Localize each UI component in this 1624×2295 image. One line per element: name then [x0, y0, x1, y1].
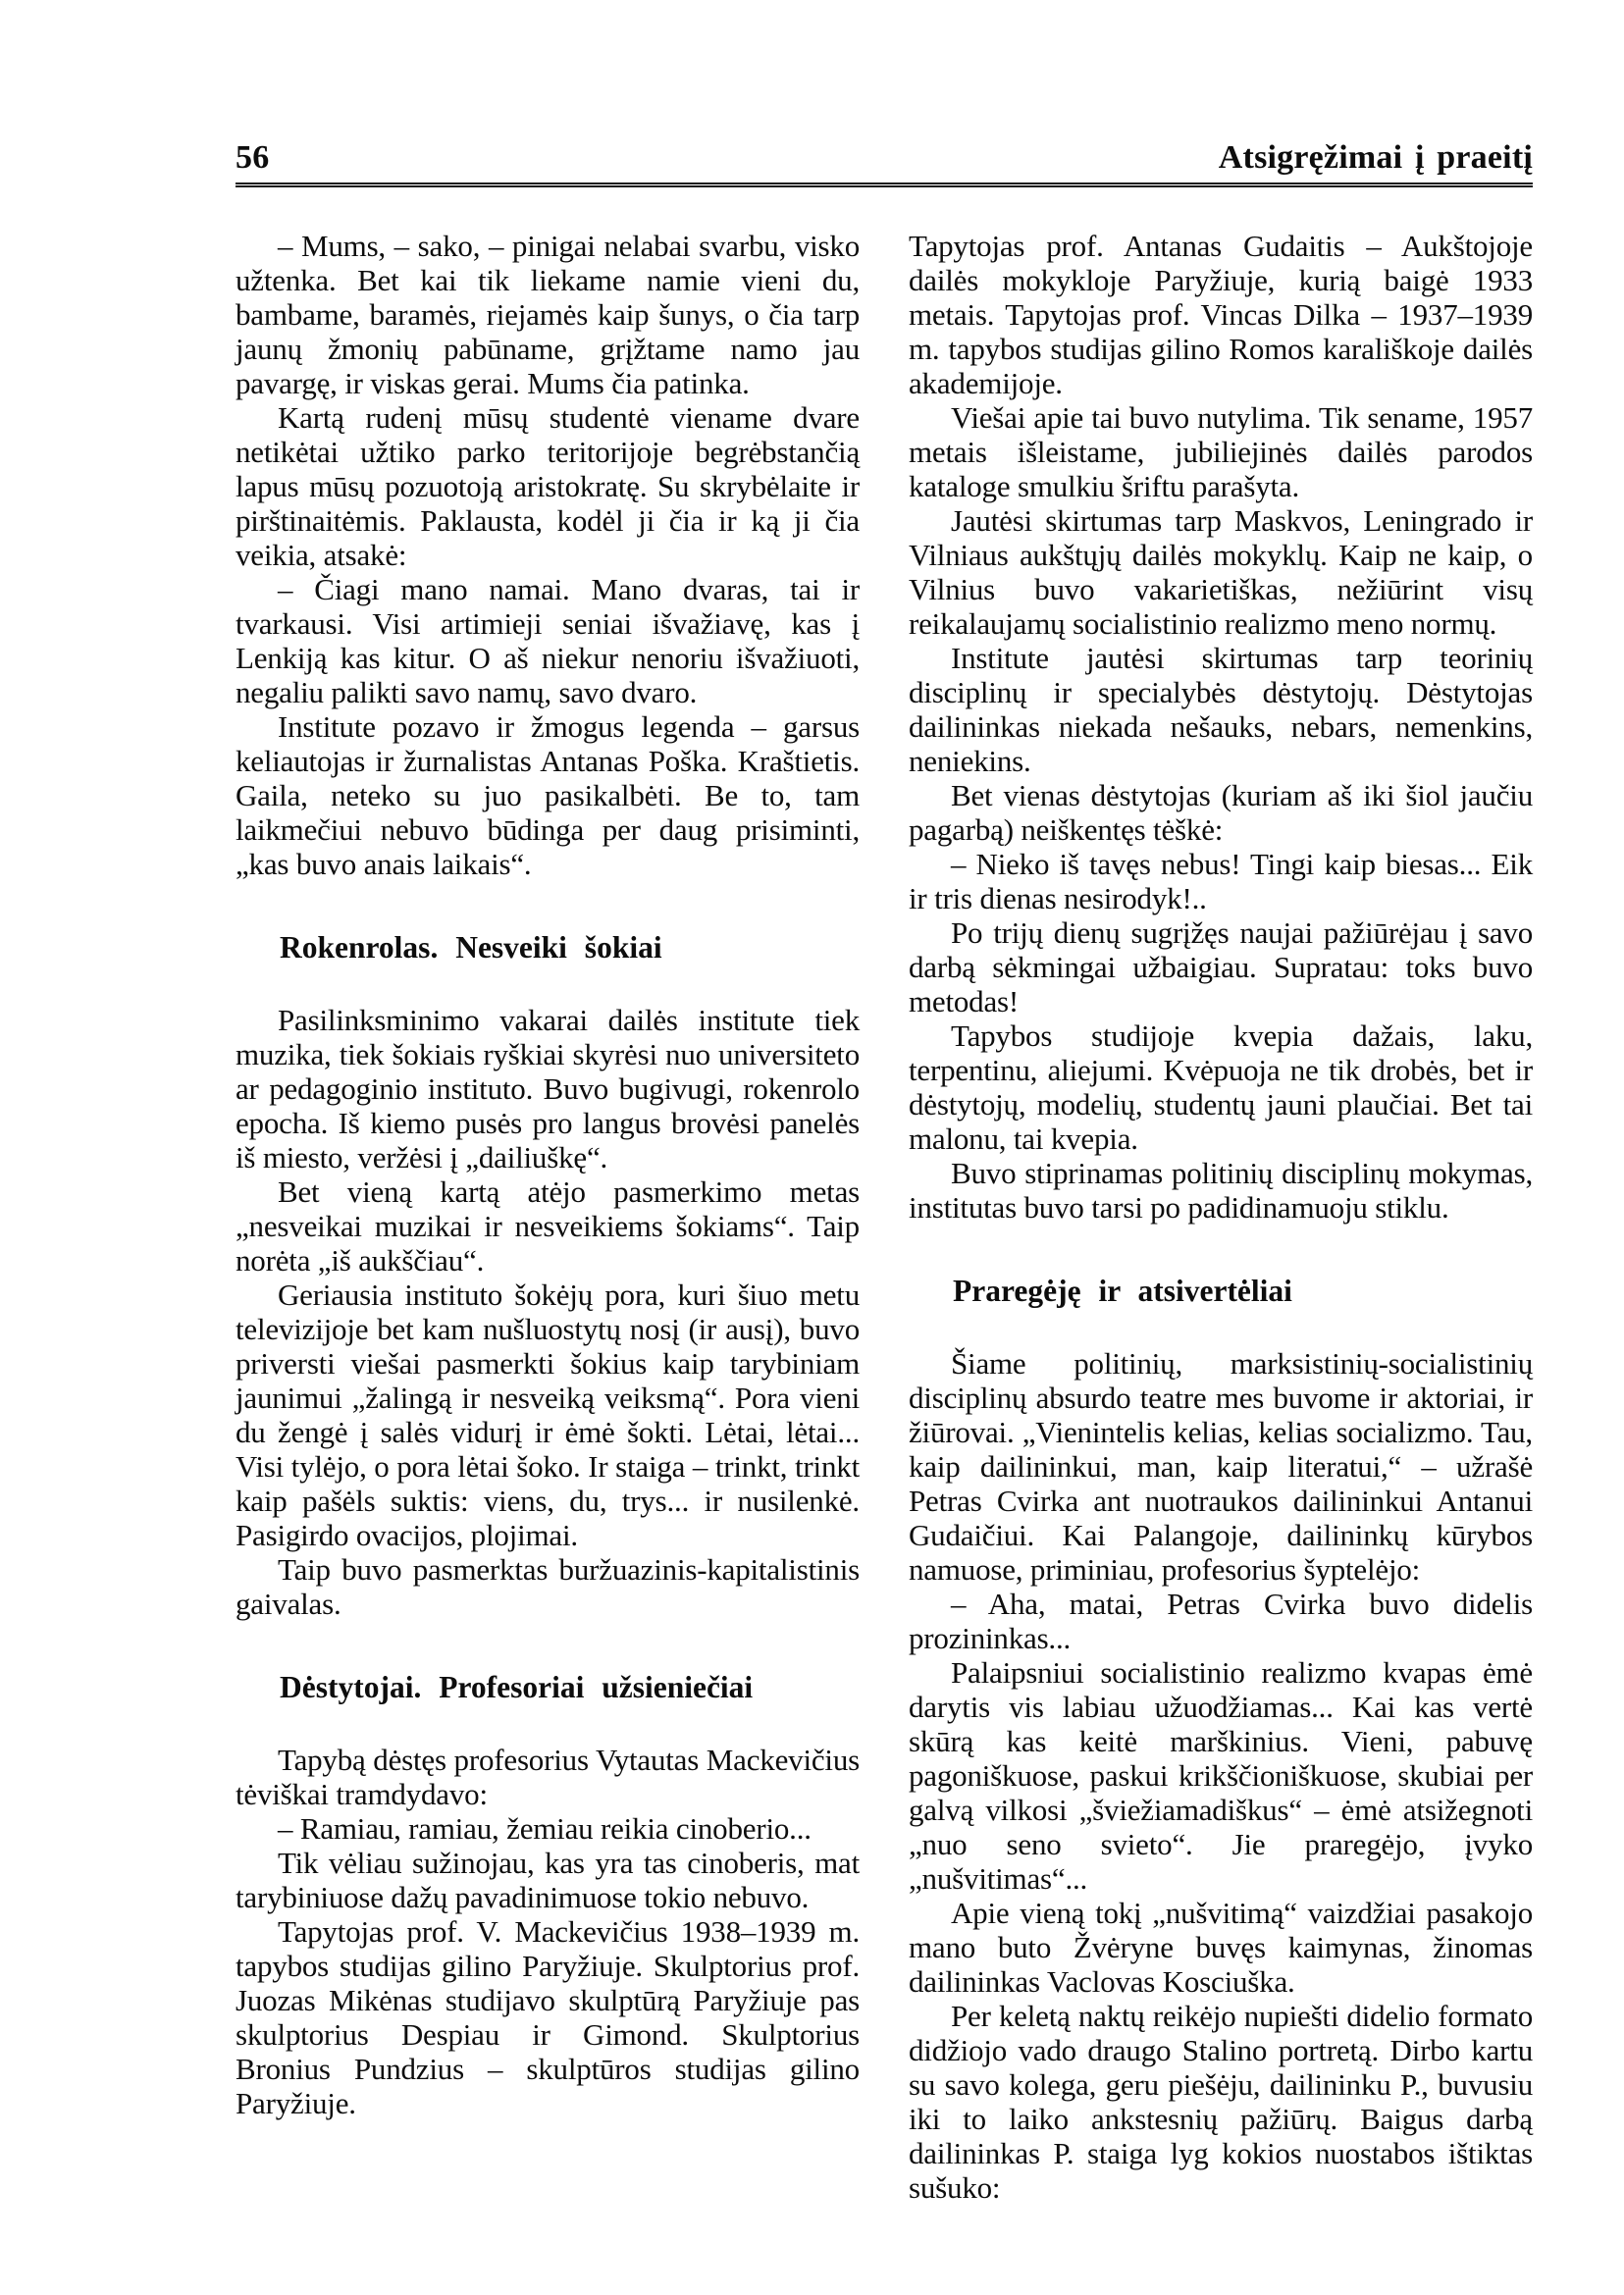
paragraph: Kartą rudenį mūsų studentė viename dvare netikėtai užtiko parko teritorijoje begrėbstančią lapus mūsų pozuotoją aristokratę. Su skrybėlaite ir pirštinaitėmis. Paklausta, kodėl ji čia ir ką ji čia veikia, atsakė: [236, 400, 860, 572]
paragraph: Geriausia instituto šokėjų pora, kuri šiuo metu televizijoje bet kam nušluostytų nosį (ir ausį), buvo priversti viešai pasmerkti šokius kaip tarybiniam jaunimui „žalingą ir nesveiką veiksmą“. Pora vieni du žengė į salės vidurį ir ėmė šokti. Lėtai, lėtai... Visi tylėjo, o pora lėtai šoko. Ir staiga – trinkt, trinkt kaip pašėls suktis: viens, du, trys... ir nusilenkė. Pasigirdo ovacijos, plojimai. [236, 1278, 860, 1552]
paragraph: – Mums, – sako, – pinigai nelabai svarbu, visko užtenka. Bet kai tik liekame namie vieni du, bambame, baramės, riejamės kaip šunys, o čia tarp jaunų žmonių pabūname, grįžtame namo jau pavargę, ir viskas gerai. Mums čia patinka. [236, 229, 860, 400]
paragraph: Viešai apie tai buvo nutylima. Tik sename, 1957 metais išleistame, jubiliejinės dailės parodos kataloge smulkiu šriftu parašyta. [909, 400, 1533, 503]
paragraph: Bet vieną kartą atėjo pasmerkimo metas „nesveikai muzikai ir nesveikiems šokiams“. Taip norėta „iš aukščiau“. [236, 1174, 860, 1278]
page-header [236, 139, 1533, 177]
paragraph: Institute jautėsi skirtumas tarp teorinių disciplinų ir specialybės dėstytojų. Dėstytojas dailininkas niekada nešauks, nebars, nemenkins, neniekins. [909, 641, 1533, 778]
section-heading-destytojai: Dėstytojai. Profesoriai užsieniečiai [280, 1670, 754, 1704]
paragraph: – Aha, matai, Petras Cvirka buvo didelis prozininkas... [909, 1587, 1533, 1655]
paragraph: Tapybą dėstęs profesorius Vytautas Mackevičius tėviškai tramdydavo: [236, 1743, 860, 1811]
paragraph: Jautėsi skirtumas tarp Maskvos, Leningrado ir Vilniaus aukštųjų dailės mokyklų. Kaip ne kaip, o Vilnius buvo vakarietiškas, nežiūrint visų reikalaujamų socialistinio realizmo meno normų. [909, 503, 1533, 641]
paragraph: Po trijų dienų sugrįžęs naujai pažiūrėjau į savo darbą sėkmingai užbaigiau. Supratau: toks buvo metodas! [909, 915, 1533, 1018]
paragraph: Taip buvo pasmerktas buržuazinis-kapitalistinis gaivalas. [236, 1552, 860, 1621]
paragraph: Institute pozavo ir žmogus legenda – garsus keliautojas ir žurnalistas Antanas Poška. Kraštietis. Gaila, neteko su juo pasikalbėti. Be to, tam laikmečiui nebuvo būdinga per daug prisiminti, „kas buvo anais laikais“. [236, 709, 860, 881]
paragraph: Apie vieną tokį „nušvitimą“ vaizdžiai pasakojo mano buto Žvėryne buvęs kaimynas, žinomas dailininkas Vaclovas Kosciuška. [909, 1896, 1533, 1999]
left-column [236, 229, 860, 2120]
paragraph: Šiame politinių, marksistinių-socialistinių disciplinų absurdo teatre mes buvome ir aktoriai, ir žiūrovai. „Vienintelis kelias, kelias socializmo. Tau, kaip dailininkui, man, kaip literatui,“ – užrašė Petras Cvirka ant nuotraukos dailininkui Antanui Gudaičiui. Kai Palangoje, dailininkų kūrybos namuose, priminiau, profesorius šyptelėjo: [909, 1346, 1533, 1587]
right-column [909, 229, 1533, 2205]
paragraph: Pasilinksminimo vakarai dailės institute tiek muzika, tiek šokiais ryškiai skyrėsi nuo universiteto ar pedagoginio instituto. Buvo bugivugi, rokenrolo epocha. Iš kiemo pusės pro langus brovėsi panelės iš miesto, veržėsi į „dailiuškę“. [236, 1003, 860, 1174]
paragraph: Tapytojas prof. Antanas Gudaitis – Aukštojoje dailės mokykloje Paryžiuje, kurią baigė 1933 metais. Tapytojas prof. Vincas Dilka – 1937–1939 m. tapybos studijas gilino Romos karališkoje dailės akademijoje. [909, 229, 1533, 400]
paragraph: – Nieko iš tavęs nebus! Tingi kaip biesas... Eik ir tris dienas nesirodyk!.. [909, 847, 1533, 915]
paragraph: Tapybos studijoje kvepia dažais, laku, terpentinu, aliejumi. Kvėpuoja ne tik drobės, bet ir dėstytojų, modelių, studentų jauni plaučiai. Bet tai malonu, tai kvepia. [909, 1018, 1533, 1156]
page-number: 56 [236, 139, 270, 176]
running-title: Atsigręžimai į praeitį [1218, 139, 1533, 176]
paragraph: Bet vienas dėstytojas (kuriam aš iki šiol jaučiu pagarbą) neiškentęs tėškė: [909, 778, 1533, 847]
paragraph: – Čiagi mano namai. Mano dvaras, tai ir tvarkausi. Visi artimieji seniai išvažiavę, kas į Lenkiją kas kitur. O aš niekur nenoriu išvažiuoti, negaliu palikti savo namų, savo dvaro. [236, 572, 860, 709]
paragraph: Buvo stiprinamas politinių disciplinų mokymas, institutas buvo tarsi po padidinamuoju stiklu. [909, 1156, 1533, 1225]
paragraph: Palaipsniui socialistinio realizmo kvapas ėmė darytis vis labiau užuodžiamas... Kai kas vertė skūrą kas keitė marškinius. Vieni, pabuvę pagoniškuose, paskui krikščioniškuose, skubiai per galvą vilkosi „šviežiamadiškus“ – ėmė atsižegnoti „nuo seno svieto“. Jie praregėjo, įvyko „nušvitimas“... [909, 1655, 1533, 1896]
paragraph: – Ramiau, ramiau, žemiau reikia cinoberio... [278, 1811, 812, 1846]
header-rule-divider [236, 183, 1533, 187]
paragraph: Tik vėliau sužinojau, kas yra tas cinoberis, mat tarybiniuose dažų pavadinimuose tokio nebuvo. [236, 1846, 860, 1914]
section-heading-praregeje: Praregėję ir atsivertėliai [953, 1274, 1292, 1308]
section-heading-rokenrolas: Rokenrolas. Nesveiki šokiai [280, 930, 662, 965]
paragraph: Per keletą naktų reikėjo nupiešti didelio formato didžiojo vado draugo Stalino portretą. Dirbo kartu su savo kolega, geru piešėju, dailininku P., buvusiu iki to laiko ankstesnių pažiūrų. Baigus darbą dailininkas P. staiga lyg kokios nuostabos ištiktas sušuko: [909, 1999, 1533, 2205]
paragraph: Tapytojas prof. V. Mackevičius 1938–1939 m. tapybos studijas gilino Paryžiuje. Skulptorius prof. Juozas Mikėnas studijavo skulptūrą Paryžiuje pas skulptorius Despiau ir Gimond. Skulptorius Bronius Pundzius – skulptūros studijas gilino Paryžiuje. [236, 1914, 860, 2120]
